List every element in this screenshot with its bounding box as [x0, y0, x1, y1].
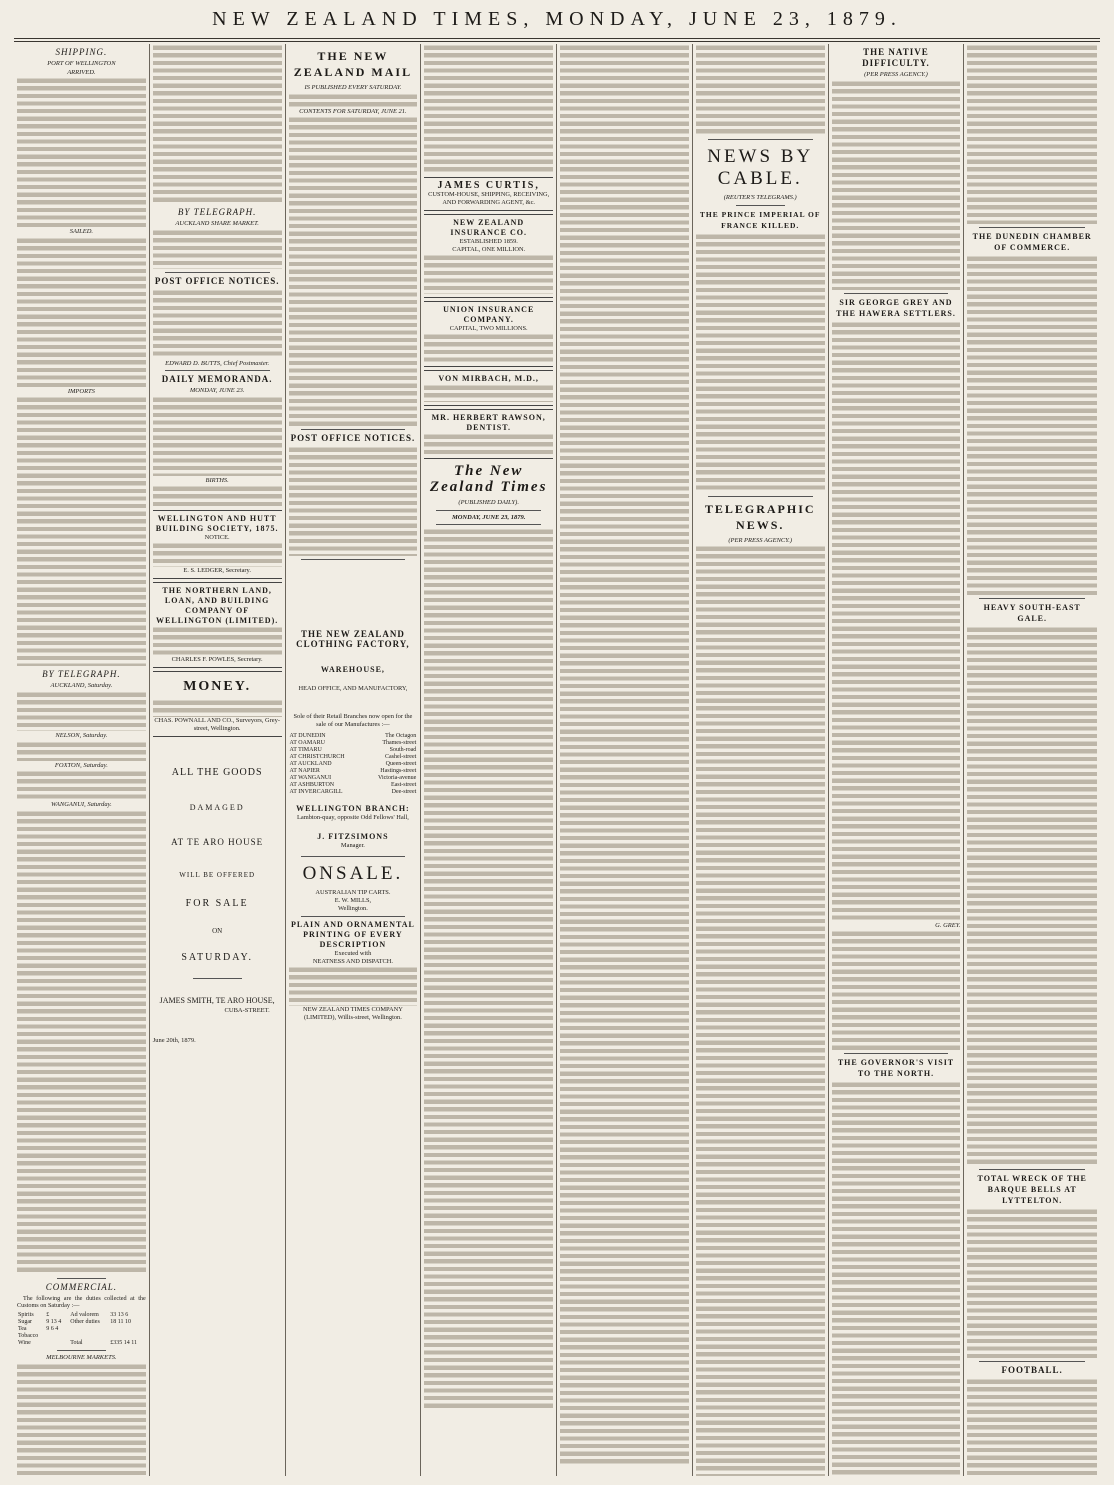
branch-row: [289, 761, 418, 768]
wanganui-text: [17, 810, 146, 1275]
duties-cell: Ad valorem: [70, 1311, 99, 1318]
branch-street: Victoria-avenue: [378, 775, 417, 782]
nelson-text: [17, 741, 146, 761]
column-7: [829, 44, 965, 1476]
duties-cell: [45, 1340, 67, 1347]
branch-street: Hastings-street: [380, 768, 417, 775]
building-society-title: WELLINGTON AND HUTT BUILDING SOCIETY, 1875.: [155, 514, 279, 534]
wellington-branch-title: WELLINGTON BRANCH:: [296, 804, 410, 814]
duties-cell: [109, 1333, 146, 1340]
leader-article: [424, 528, 553, 1408]
mail-subtitle: IS PUBLISHED EVERY SATURDAY.: [304, 84, 402, 91]
telegraph-heading: BY TELEGRAPH.: [177, 207, 257, 217]
duties-cell: Other duties: [70, 1318, 100, 1325]
duties-row: [17, 1319, 146, 1326]
divider: [708, 496, 813, 497]
post-office-notices-heading: POST OFFICE NOTICES.: [290, 433, 416, 444]
branch-town: AT DUNEDIN: [289, 733, 326, 740]
port-label: PORT OF WELLINGTON: [47, 60, 116, 67]
duties-cell: Sugar: [18, 1318, 32, 1325]
duties-cell: [109, 1326, 146, 1333]
money-ad: [153, 671, 282, 737]
nz-insurance-ad: [424, 214, 553, 298]
shipping-heading: SHIPPING.: [55, 47, 108, 57]
times-company-line: NEW ZEALAND TIMES COMPANY (LIMITED), Willis-street, Wellington.: [303, 1006, 403, 1022]
divider: [57, 1278, 106, 1279]
head-office-line: HEAD OFFICE, AND MANUFACTORY,: [298, 685, 408, 693]
births-text: [153, 485, 282, 507]
dunedin-text: [967, 255, 1097, 595]
von-mirbach-title: VON MIRBACH, M.D.,: [438, 374, 539, 383]
memo-date: MONDAY, JUNE 23.: [189, 387, 245, 395]
union-text: [424, 333, 553, 363]
duties-cell: Total: [70, 1339, 83, 1346]
branch-street: Dee-street: [391, 789, 417, 796]
damaged-line: DAMAGED: [189, 803, 245, 813]
northern-land-signature: CHARLES F. POWLES, Secretary.: [171, 656, 263, 664]
divider: [436, 524, 541, 525]
post-office-notices-text: [289, 446, 418, 556]
divider: [193, 978, 242, 979]
divider: [736, 205, 785, 206]
divider: [57, 1350, 106, 1351]
branch-town: AT CHRISTCHURCH: [289, 754, 345, 761]
duties-row: [17, 1333, 146, 1340]
divider: [844, 1053, 949, 1054]
nzt-title: The New Zealand Times: [429, 463, 548, 495]
building-society-ad: [153, 510, 282, 579]
nz-insurance-text: [424, 254, 553, 294]
northern-land-title: THE NORTHERN LAND, LOAN, AND BUILDING COMPANY OF WELLINGTON (LIMITED).: [156, 586, 279, 626]
issue-date: MONDAY, JUNE 23, 1879.: [451, 513, 526, 521]
column-5: [557, 44, 693, 1476]
column-8-top-text: [967, 44, 1097, 224]
duties-row: [17, 1326, 146, 1333]
rawson-text: [424, 433, 553, 455]
daily-memo-heading: DAILY MEMORANDA.: [161, 374, 273, 385]
contents-list: [289, 116, 418, 426]
sir-george-heading: SIR GEORGE GREY AND THE HAWERA SETTLERS.: [836, 297, 956, 318]
column-6-top-text: [696, 44, 825, 136]
wanganui-label: WANGANUI, Saturday.: [50, 801, 112, 809]
onsale-title: ONSALE.: [302, 863, 404, 885]
rawson-ad: [424, 409, 553, 459]
football-heading: FOOTBALL.: [1001, 1365, 1063, 1375]
melbourne-text: [17, 1363, 146, 1476]
divider: [165, 370, 270, 371]
branch-town: AT INVERCARGILL: [289, 789, 343, 796]
auckland-text: [17, 691, 146, 731]
column-4: [421, 44, 557, 1476]
branch-street: South-road: [389, 747, 417, 754]
branch-row: [289, 789, 418, 796]
column-2-top-text: [153, 44, 282, 204]
press-agency-label: (PER PRESS AGENCY.): [728, 536, 793, 544]
rawson-title: MR. HERBERT RAWSON, DENTIST.: [431, 413, 546, 432]
foxton-text: [17, 770, 146, 800]
column-6: [693, 44, 829, 1476]
for-sale-line: FOR SALE: [185, 898, 249, 910]
header-rule-2: [14, 41, 1100, 42]
curtis-subtitle: CUSTOM-HOUSE, SHIPPING, RECEIVING, AND FORWARDING AGENT, &c.: [428, 191, 550, 206]
column-2: [150, 44, 286, 1476]
news-by-cable-heading: NEWS BY CABLE.: [707, 146, 814, 189]
post-office-heading: POST OFFICE NOTICES.: [154, 275, 280, 286]
executed-line: Executed with: [334, 950, 372, 958]
telegraph-heading: BY TELEGRAPH.: [42, 669, 121, 680]
nz-insurance-title: NEW ZEALAND INSURANCE CO.: [450, 218, 527, 237]
duties-cell: [69, 1333, 109, 1340]
gale-heading: HEAVY SOUTH-EAST GALE.: [983, 603, 1081, 623]
branch-street: Cashel-street: [384, 754, 417, 761]
divider: [708, 139, 813, 140]
northern-land-ad: [153, 582, 282, 668]
column-5-text: [560, 44, 689, 1464]
commercial-heading: COMMERCIAL.: [45, 1281, 117, 1292]
mail-price-text: [289, 93, 418, 107]
secretary-signature: E. S. LEDGER, Secretary.: [183, 567, 251, 575]
divider: [301, 429, 406, 430]
goods-line: ALL THE GOODS: [171, 767, 263, 779]
branch-street: Thames-street: [382, 740, 417, 747]
grey-text: [832, 930, 961, 1050]
established-line: ESTABLISHED 1859.: [459, 238, 518, 245]
published-daily: (PUBLISHED DAILY).: [458, 499, 519, 506]
clothing-factory-ad: [289, 626, 418, 853]
divider: [301, 916, 406, 917]
column-3: [286, 44, 422, 1476]
divider: [979, 1361, 1085, 1362]
telegraphic-text: [696, 545, 825, 1476]
masthead: NEW ZEALAND TIMES, MONDAY, JUNE 23, 1879.: [212, 8, 902, 30]
cable-text: [696, 233, 825, 493]
native-difficulty-heading: THE NATIVE DIFFICULTY.: [862, 47, 930, 68]
share-market-label: AUCKLAND SHARE MARKET.: [175, 220, 259, 227]
branch-town: AT OAMARU: [289, 740, 325, 747]
manager-label: Manager.: [340, 842, 365, 850]
reuters-label: (REUTER'S TELEGRAMS.): [723, 194, 797, 201]
mail-title: THE NEW ZEALAND MAIL: [293, 49, 413, 79]
duties-row: [17, 1312, 146, 1319]
divider: [844, 293, 949, 294]
building-society-text: [153, 542, 282, 567]
page-header: [0, 6, 1114, 36]
sailed-text: [17, 237, 146, 387]
branch-street: The Octagon: [385, 733, 417, 740]
printing-title: PLAIN AND ORNAMENTAL PRINTING OF EVERY DESCRIPTION: [290, 920, 415, 950]
divider: [301, 856, 406, 857]
sailed-label: SAILED.: [69, 228, 94, 236]
money-signature: CHAS. POWNALL AND CO., Surveyors, Grey-street, Wellington.: [154, 717, 280, 733]
money-text: [153, 699, 282, 717]
branch-row: [289, 740, 418, 747]
curtis-ad: [424, 177, 553, 211]
duties-table: [17, 1312, 146, 1347]
branch-row: [289, 733, 418, 740]
divider: [165, 272, 270, 273]
union-capital: CAPITAL, TWO MILLIONS.: [449, 325, 528, 332]
branch-town: AT TIMARU: [289, 747, 322, 754]
capital-line: CAPITAL, ONE MILLION.: [452, 246, 526, 253]
retail-line: Sole of their Retail Branches now open for the sale of our Manufactures :—: [293, 713, 413, 729]
postmaster-signature: EDWARD D. BUTTS, Chief Postmaster.: [165, 359, 270, 367]
memo-text: [153, 396, 282, 476]
duties-cell: 18 11 10: [110, 1318, 131, 1325]
duties-cell: Wine: [18, 1339, 31, 1346]
divider: [979, 1169, 1085, 1170]
saturday-line: SATURDAY.: [181, 952, 253, 964]
births-label: BIRTHS.: [205, 476, 229, 484]
header-rule: [14, 38, 1100, 39]
duties-cell: £: [46, 1311, 50, 1318]
union-title: UNION INSURANCE COMPANY.: [443, 305, 535, 324]
branch-street: East-street: [390, 782, 417, 789]
governor-visit-text: [832, 1081, 961, 1476]
telegraphic-heading: TELEGRAPHIC NEWS.: [704, 501, 816, 532]
on-line: ON: [212, 927, 223, 936]
branch-street: Queen-street: [385, 761, 417, 768]
duties-cell: [69, 1326, 109, 1333]
nelson-label: NELSON, Saturday.: [55, 731, 108, 739]
contents-label: CONTENTS FOR SATURDAY, JUNE 21.: [299, 107, 407, 115]
duties-cell: 9 6 4: [46, 1325, 59, 1332]
branch-row: [289, 768, 418, 775]
grey-signature: G. GREY.: [935, 921, 961, 929]
money-title: MONEY.: [183, 679, 252, 695]
neatness-line: NEATNESS AND DISPATCH.: [312, 958, 394, 966]
columns: [14, 44, 1100, 1476]
football-text: [967, 1378, 1097, 1476]
column-4-top-text: [424, 44, 553, 174]
commercial-note: The following are the duties collected at the Customs on Saturday :—: [17, 1294, 146, 1310]
post-office-text: [153, 289, 282, 359]
divider: [979, 227, 1085, 228]
tip-carts-line: AUSTRALIAN TIP CARTS.: [315, 889, 391, 897]
prince-heading: THE PRINCE IMPERIAL OF FRANCE KILLED.: [699, 209, 821, 230]
column-8: [964, 44, 1100, 1476]
duties-cell: [45, 1333, 67, 1340]
clothing-factory-title: THE NEW ZEALAND CLOTHING FACTORY,: [296, 629, 410, 650]
branch-row: [289, 775, 418, 782]
northern-land-text: [153, 626, 282, 656]
curtis-title: JAMES CURTIS,: [437, 180, 540, 191]
mills-name: E. W. MILLS,: [334, 897, 372, 905]
arrived-text: [17, 77, 146, 227]
branch-row: [289, 782, 418, 789]
duties-cell: 33 13 6: [110, 1311, 129, 1318]
divider: [979, 598, 1085, 599]
arrived-label: ARRIVED.: [67, 68, 96, 76]
june-date-line: June 20th, 1879.: [152, 1037, 196, 1045]
auckland-label: AUCKLAND, Saturday.: [50, 682, 113, 690]
duties-cell: 9 13 4: [46, 1318, 62, 1325]
von-mirbach-text: [424, 384, 553, 402]
branch-town: AT ASHBURTON: [289, 782, 335, 789]
press-agency-label: (PER PRESS AGENCY.): [864, 71, 928, 78]
imports-text: [17, 396, 146, 666]
branches-table: [289, 733, 418, 796]
melbourne-label: MELBOURNE MARKETS.: [46, 1353, 117, 1361]
imports-label: IMPORTS: [67, 387, 95, 395]
wellington-label: Wellington.: [337, 905, 368, 913]
foxton-label: FOXTON, Saturday.: [54, 761, 108, 769]
notice-label: NOTICE.: [204, 534, 230, 542]
cuba-street-line: CUBA-STREET.: [224, 1007, 270, 1015]
branch-town: AT WANGANUI: [289, 775, 332, 782]
union-insurance-ad: [424, 301, 553, 367]
branch-row: [289, 747, 418, 754]
branch-row: [289, 754, 418, 761]
sir-george-text: [832, 321, 961, 921]
divider: [436, 510, 541, 511]
fitzsimons-name: J. FITZSIMONS: [317, 832, 389, 842]
duties-cell: Tobacco: [18, 1332, 39, 1339]
duties-row: [17, 1340, 146, 1347]
duties-cell: Tea: [18, 1325, 27, 1332]
james-smith-line: JAMES SMITH, TE ARO HOUSE,: [159, 996, 275, 1006]
duties-cell: £335 14 11: [110, 1339, 137, 1346]
branch-town: AT AUCKLAND: [289, 761, 332, 768]
column-1: [14, 44, 150, 1476]
von-mirbach-ad: [424, 370, 553, 406]
te-aro-line: AT TE ARO HOUSE: [171, 837, 264, 848]
branch-town: AT NAPIER: [289, 768, 320, 775]
duties-cell: Spirits: [18, 1311, 34, 1318]
wreck-heading: TOTAL WRECK OF THE BARQUE BELLS AT LYTTELTON.: [977, 1174, 1087, 1205]
native-text: [832, 80, 961, 290]
warehouse-title: WAREHOUSE,: [320, 665, 385, 675]
wreck-text: [967, 1208, 1097, 1358]
governor-visit-heading: THE GOVERNOR'S VISIT TO THE NORTH.: [837, 1058, 955, 1079]
offered-line: WILL BE OFFERED: [179, 871, 256, 880]
lambton-line: Lambton-quay, opposite Odd Fellows' Hall,: [296, 814, 409, 822]
share-market-text: [153, 229, 282, 269]
dunedin-chamber-heading: THE DUNEDIN CHAMBER OF COMMERCE.: [972, 232, 1092, 252]
divider: [301, 559, 406, 560]
printing-text: [289, 966, 418, 1006]
gale-text: [967, 626, 1097, 1166]
